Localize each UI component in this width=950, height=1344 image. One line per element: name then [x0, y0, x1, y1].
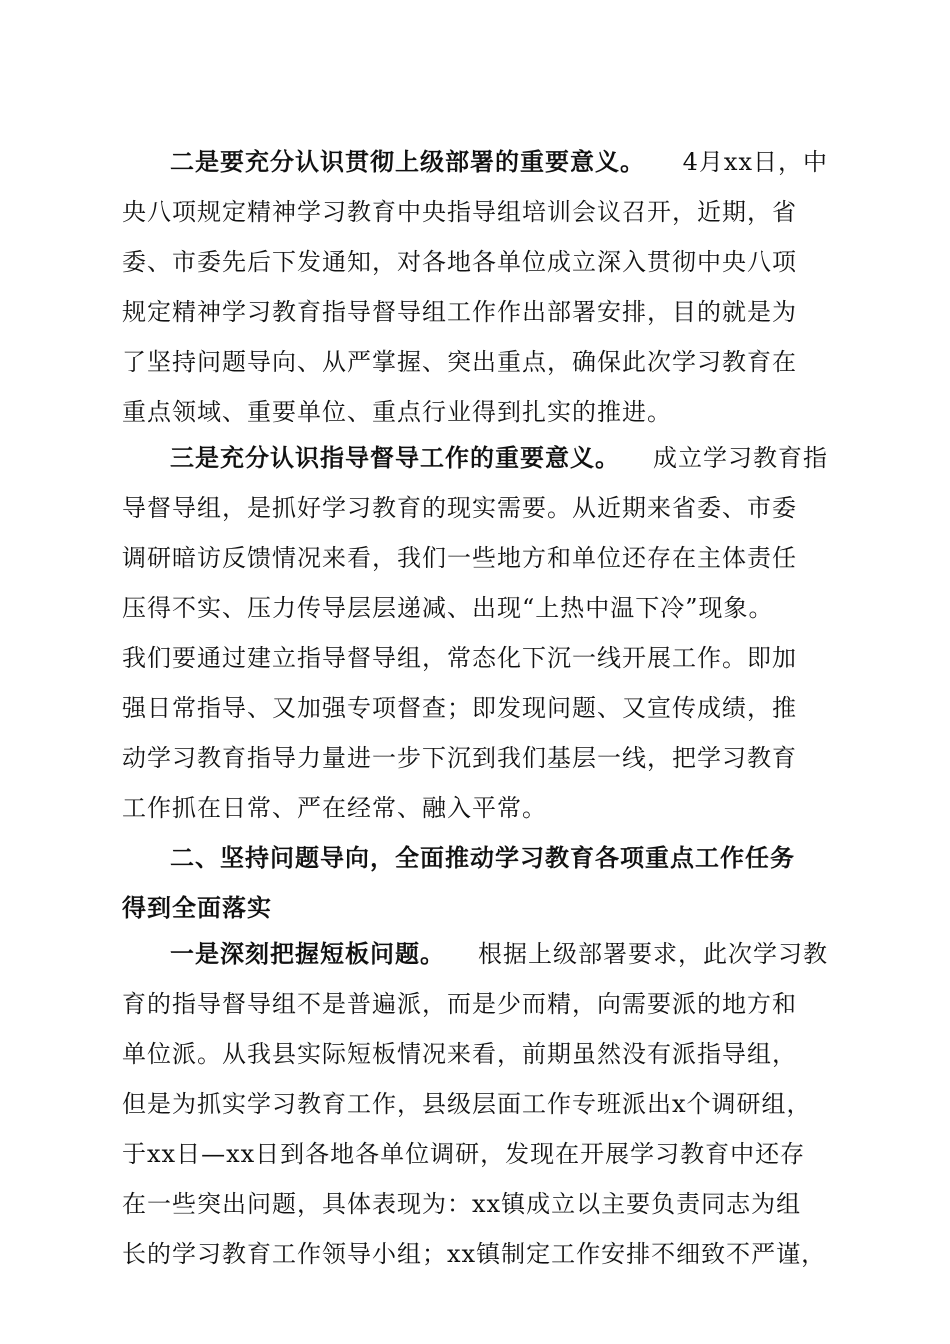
paragraph-2-lead: 三是充分认识指导督导工作的重要意义。	[170, 443, 620, 472]
paragraph-1-line-6: 重点领域、重要单位、重点行业得到扎实的推进。	[122, 398, 672, 426]
paragraph-3-line-5: 于xx日—xx日到各地各单位调研，发现在开展学习教育中还存	[122, 1140, 806, 1168]
paragraph-1-line-5: 了坚持问题导向、从严掌握、突出重点，确保此次学习教育在	[122, 348, 797, 376]
paragraph-3-line-2: 育的指导督导组不是普遍派，而是少而精，向需要派的地方和	[122, 990, 797, 1018]
paragraph-3-text: 根据上级部署要求，此次学习教	[478, 940, 828, 968]
paragraph-1-line-2: 央八项规定精神学习教育中央指导组培训会议召开，近期，省	[122, 198, 797, 226]
paragraph-3-lead: 一是深刻把握短板问题。	[170, 939, 445, 968]
paragraph-1-lead: 二是要充分认识贯彻上级部署的重要意义。	[170, 147, 645, 176]
paragraph-2-line-1	[122, 438, 828, 478]
paragraph-2-line-8: 工作抓在日常、严在经常、融入平常。	[122, 794, 547, 822]
paragraph-2-line-2: 导督导组，是抓好学习教育的现实需要。从近期来省委、市委	[122, 494, 797, 522]
paragraph-3-line-3: 单位派。从我县实际短板情况来看，前期虽然没有派指导组，	[122, 1040, 797, 1068]
paragraph-3-line-6: 在一些突出问题，具体表现为：xx镇成立以主要负责同志为组	[122, 1190, 802, 1218]
paragraph-1-line-3: 委、市委先后下发通知，对各地各单位成立深入贯彻中央八项	[122, 248, 797, 276]
paragraph-2-line-3: 调研暗访反馈情况来看，我们一些地方和单位还存在主体责任	[122, 544, 797, 572]
paragraph-2-line-4: 压得不实、压力传导层层递减、出现“上热中温下冷”现象。	[122, 594, 774, 622]
paragraph-2-line-6: 强日常指导、又加强专项督查；即发现问题、又宣传成绩，推	[122, 694, 797, 722]
paragraph-2-text: 成立学习教育指	[653, 444, 828, 472]
section-heading-line-2: 得到全面落实	[122, 894, 272, 922]
paragraph-1-line-1	[122, 142, 828, 182]
section-heading-line-1: 二、坚持问题导向，全面推动学习教育各项重点工作任务	[170, 844, 795, 872]
paragraph-1-text: 4月xx日，中	[682, 148, 828, 176]
paragraph-3-line-4: 但是为抓实学习教育工作，县级层面工作专班派出x个调研组，	[122, 1090, 812, 1118]
paragraph-1-line-4: 规定精神学习教育指导督导组工作作出部署安排，目的就是为	[122, 298, 797, 326]
paragraph-2-line-7: 动学习教育指导力量进一步下沉到我们基层一线，把学习教育	[122, 744, 797, 772]
paragraph-3-line-1	[122, 934, 828, 974]
paragraph-3-line-7: 长的学习教育工作领导小组；xx镇制定工作安排不细致不严谨，	[122, 1240, 827, 1268]
paragraph-2-line-5: 我们要通过建立指导督导组，常态化下沉一线开展工作。即加	[122, 644, 797, 672]
